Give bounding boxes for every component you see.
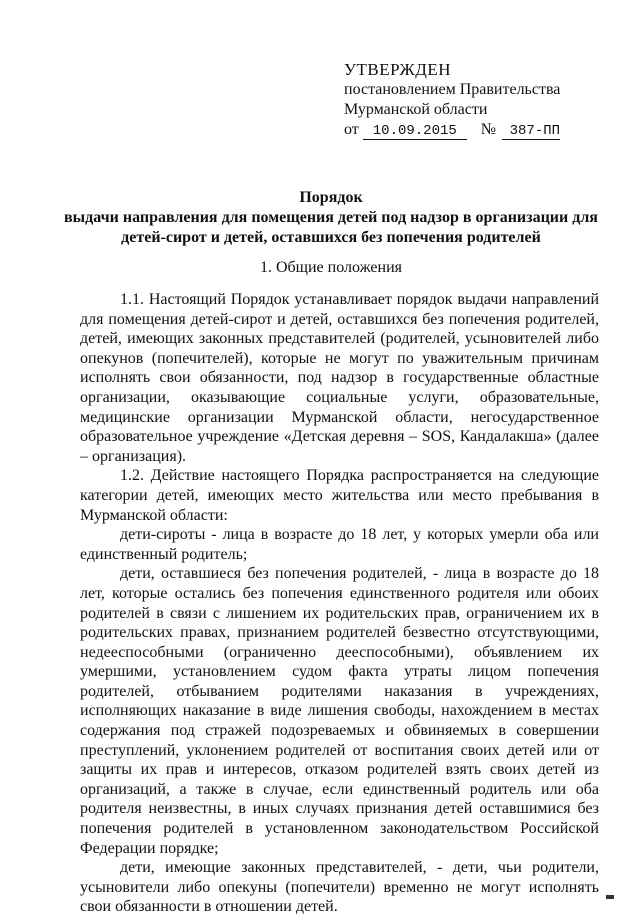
document-body	[80, 290, 599, 917]
paragraph-orphans: дети-сироты - лица в возрасте до 18 лет, у которых умерли оба или единственный родитель;	[80, 526, 599, 563]
document-subtitle-line-2: детей-сирот и детей, оставшихся без попечения родителей	[121, 229, 541, 246]
approval-stamp	[344, 60, 560, 140]
approval-line-2: Мурманской области	[344, 101, 488, 118]
number-prefix: №	[480, 121, 497, 138]
approval-number: 387-ПП	[502, 123, 560, 140]
paragraph-1-1: 1.1. Настоящий Порядок устанавливает порядок выдачи направлений для помещения детей-сирот и детей, оставшихся без попечения родителей, детей, имеющих законных представителей (родителей, усыновителей либо опекунов (попечителей), которые не могут по уважительным причинам исполнять свои обязанности, под надзор в государственные областные организации, оказывающие социальные услуги, образовательные, медицинские организации Мурманской области, негосударственное образовательное учреждение «Детская деревня – SOS, Кандалакша» (далее – организация).	[80, 291, 599, 465]
document-subtitle-line-1: выдачи направления для помещения детей под надзор в организации для	[64, 209, 598, 226]
approval-title: УТВЕРЖДЕН	[344, 60, 451, 79]
document-header	[64, 188, 598, 248]
approval-line-1: постановлением Правительства	[344, 81, 561, 98]
paragraph-1-2: 1.2. Действие настоящего Порядка распространяется на следующие категории детей, имеющих место жительства или место пребывания в Мурманской области:	[80, 467, 599, 524]
approval-date: 10.09.2015	[363, 123, 467, 140]
approval-date-line	[344, 120, 560, 140]
scan-mark	[606, 895, 614, 899]
section-title: 1. Общие положения	[259, 259, 403, 276]
document-title: Порядок	[299, 189, 363, 206]
paragraph-without-care: дети, оставшиеся без попечения родителей, - лица в возрасте до 18 лет, которые остались без попечения единственного родителя или обоих родителей в связи с лишением их родительских прав, ограничением их в родительских правах, признанием родителей безвестно отсутствующими, недееспособными (ограниченно дееспособными), объявлением их умершими, установлением судом факта утраты лицом попечения родителей, отбыванием родителями наказания в учреждениях, исполняющих наказание в виде лишения свободы, нахождением в местах содержания под стражей подозреваемых и обвиняемых в совершении преступлений, уклонением родителей от воспитания своих детей или от защиты их прав и интересов, отказом родителей взять своих детей из организаций, а также в случае, если единственный родитель или оба родителя неизвестны, в иных случаях признания детей оставшимися без попечения родителей в установленном законодательством Российской Федерации порядке;	[80, 565, 599, 857]
paragraph-with-representatives: дети, имеющие законных представителей, - дети, чьи родители, усыновители либо опекуны (попечители) временно не могут исполнять свои обязанности в отношении детей.	[80, 859, 599, 916]
date-prefix: от	[344, 121, 359, 138]
